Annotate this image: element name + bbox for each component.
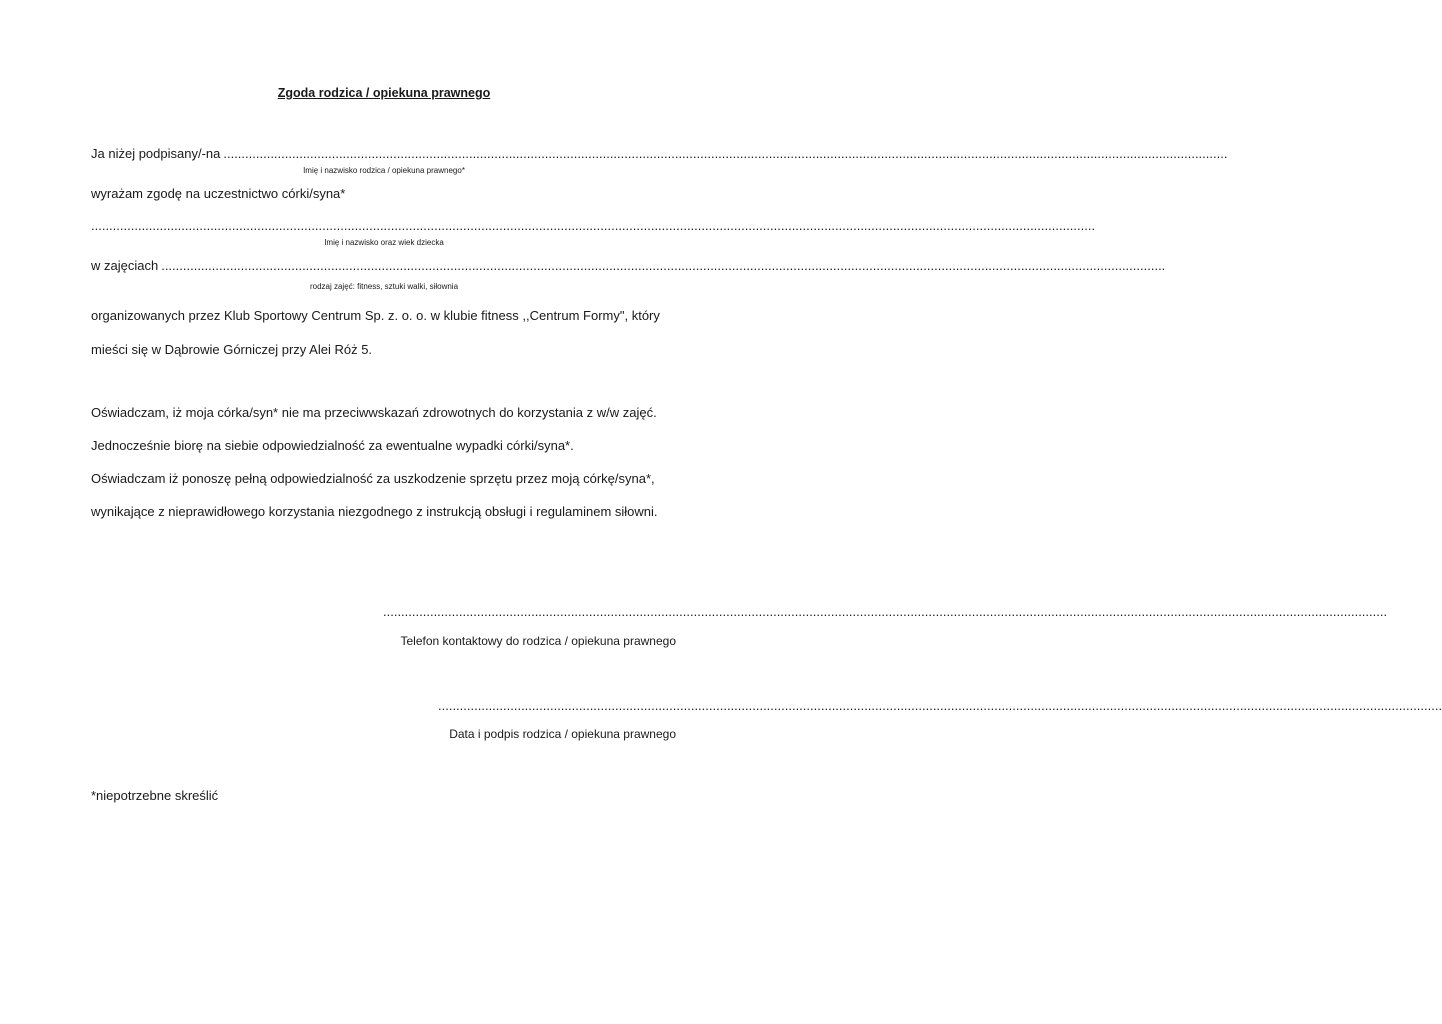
child-name-line <box>91 218 1096 233</box>
signature-caption: Data i podpis rodzica / opiekuna prawnego <box>449 727 676 741</box>
declaration-line-4: wynikające z nieprawidłowego korzystania niezgodnego z instrukcją obsługi i regulaminem siłowni. <box>91 504 658 519</box>
footnote: *niepotrzebne skreślić <box>91 788 219 803</box>
parent-name-field[interactable]: ...................................................................................................................................................................................................................................................................................... <box>223 146 1228 161</box>
phone-field[interactable]: ...................................................................................................................................................................................................................................................................................... <box>383 604 1388 619</box>
declaration-line-2: Jednocześnie biorę na siebie odpowiedzialność za ewentualne wypadki córki/syna*. <box>91 438 574 453</box>
parent-name-caption: Imię i nazwisko rodzica / opiekuna prawnego* <box>303 166 465 175</box>
phone-caption: Telefon kontaktowy do rodzica / opiekuna prawnego <box>400 634 676 648</box>
activity-caption: rodzaj zajęć: fitness, sztuki walki, siłownia <box>309 282 459 291</box>
organizer-text-line-2: mieści się w Dąbrowie Górniczej przy Alei Róż 5. <box>91 342 373 357</box>
parent-name-line <box>91 146 1228 161</box>
organizer-text-line-1: organizowanych przez Klub Sportowy Centrum Sp. z. o. o. w klubie fitness ,,Centrum Formy", który <box>91 308 660 323</box>
child-name-field[interactable]: ...................................................................................................................................................................................................................................................................................... <box>91 218 1096 233</box>
declaration-line-1: Oświadczam, iż moja córka/syn* nie ma przeciwwskazań zdrowotnych do korzystania z w/w zajęć. <box>91 405 657 420</box>
consent-statement: wyrażam zgodę na uczestnictwo córki/syna* <box>91 186 346 201</box>
activity-label: w zajęciach <box>91 258 159 273</box>
document-title: Zgoda rodzica / opiekuna prawnego <box>277 86 491 100</box>
activity-line <box>91 258 1166 273</box>
child-name-caption: Imię i nazwisko oraz wiek dziecka <box>324 238 444 247</box>
parent-name-label: Ja niżej podpisany/-na <box>91 146 221 161</box>
signature-field[interactable]: ...................................................................................................................................................................................................................................................................................... <box>438 698 1442 713</box>
declaration-line-3: Oświadczam iż ponoszę pełną odpowiedzialność za uszkodzenie sprzętu przez moją córkę/syna*, <box>91 471 655 486</box>
activity-field[interactable]: ...................................................................................................................................................................................................................................................................................... <box>161 258 1166 273</box>
